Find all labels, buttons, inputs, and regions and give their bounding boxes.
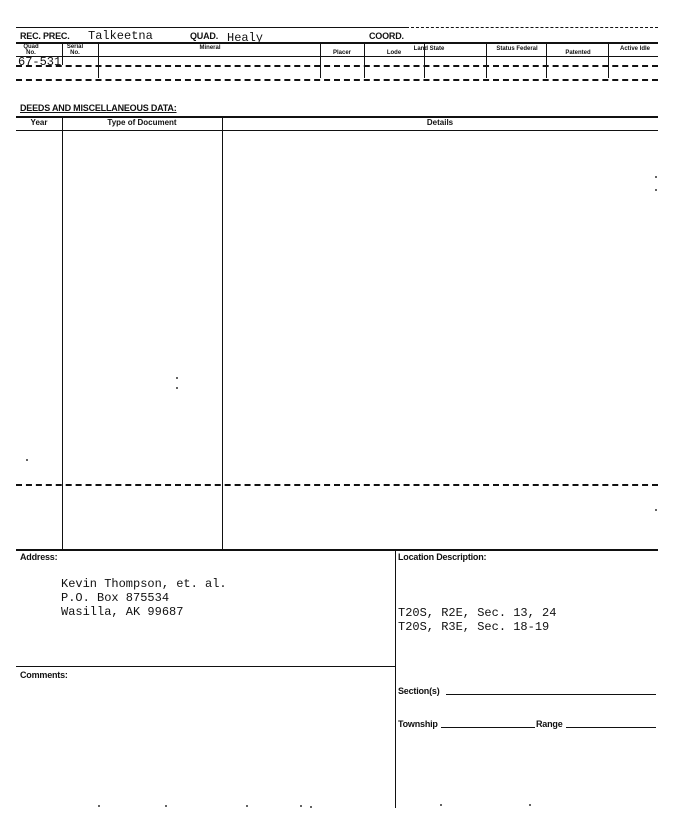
col-divider: [364, 43, 365, 78]
scan-speck: [98, 805, 100, 807]
col-lode: Lode: [386, 50, 402, 56]
lower-divider: [395, 549, 396, 808]
colhead-rule: [16, 56, 658, 57]
deeds-bottom-rule: [16, 549, 658, 551]
col-details: Details: [426, 118, 454, 127]
scan-speck: [26, 459, 28, 461]
col-year: Year: [30, 118, 48, 127]
scan-speck: [300, 805, 302, 807]
location-description-label: Location Description:: [398, 552, 487, 562]
col-divider: [62, 43, 63, 65]
col-status-federal: Status Federal: [496, 46, 538, 52]
col-serial-no: Serial No.: [66, 44, 84, 56]
scan-speck: [176, 377, 178, 379]
address-line: P.O. Box 875534: [61, 591, 170, 605]
record-dashed-rule: [16, 79, 658, 81]
col-divider: [608, 43, 609, 78]
col-patented: Patented: [565, 50, 591, 56]
col-active-idle: Active Idle: [620, 46, 651, 52]
scan-speck: [529, 804, 531, 806]
scan-speck: [176, 387, 178, 389]
township-fill-line: [441, 727, 535, 728]
quad-no-value: 67-531: [18, 55, 62, 69]
col-divider: [424, 43, 425, 78]
range-label: Range: [536, 719, 563, 729]
sections-label: Section(s): [398, 686, 440, 696]
record-dashed-rule: [16, 65, 658, 67]
location-line: T20S, R3E, Sec. 18-19: [398, 620, 550, 634]
col-quad-no: Quad No.: [23, 44, 39, 56]
address-line: Kevin Thompson, et. al.: [61, 577, 227, 591]
scan-speck: [655, 509, 657, 511]
col-divider: [486, 43, 487, 78]
deeds-dashed-rule: [16, 484, 658, 486]
col-divider: [320, 43, 321, 78]
quad-label: QUAD.: [190, 31, 218, 41]
col-placer: Placer: [332, 50, 351, 56]
rec-prec-label: REC. PREC.: [20, 31, 70, 41]
col-divider: [546, 43, 547, 78]
scan-speck: [655, 176, 657, 178]
scan-speck: [165, 805, 167, 807]
location-line: T20S, R2E, Sec. 13, 24: [398, 606, 557, 620]
address-label: Address:: [20, 552, 58, 562]
scan-speck: [246, 805, 248, 807]
header-rule: [16, 42, 658, 44]
deeds-header-rule: [16, 130, 658, 131]
scan-speck: [310, 806, 312, 808]
quad-value: Healy: [227, 31, 264, 45]
range-fill-line: [566, 727, 656, 728]
col-mineral: Mineral: [199, 45, 221, 51]
header-top-rule-dashed: [406, 27, 658, 28]
coord-label: COORD.: [369, 31, 404, 41]
address-line: Wasilla, AK 99687: [61, 605, 184, 619]
scan-speck: [440, 804, 442, 806]
sections-fill-line: [446, 694, 656, 695]
scan-speck: [655, 189, 657, 191]
col-land-state: Land State: [413, 46, 445, 52]
deeds-section-title: DEEDS AND MISCELLANEOUS DATA:: [20, 103, 177, 113]
col-divider: [98, 43, 99, 78]
header-top-rule: [16, 27, 406, 28]
rec-prec-value: Talkeetna: [88, 29, 153, 43]
col-type-of-document: Type of Document: [107, 118, 177, 127]
comments-label: Comments:: [20, 670, 68, 680]
address-bottom-rule: [16, 666, 395, 667]
township-label: Township: [398, 719, 438, 729]
